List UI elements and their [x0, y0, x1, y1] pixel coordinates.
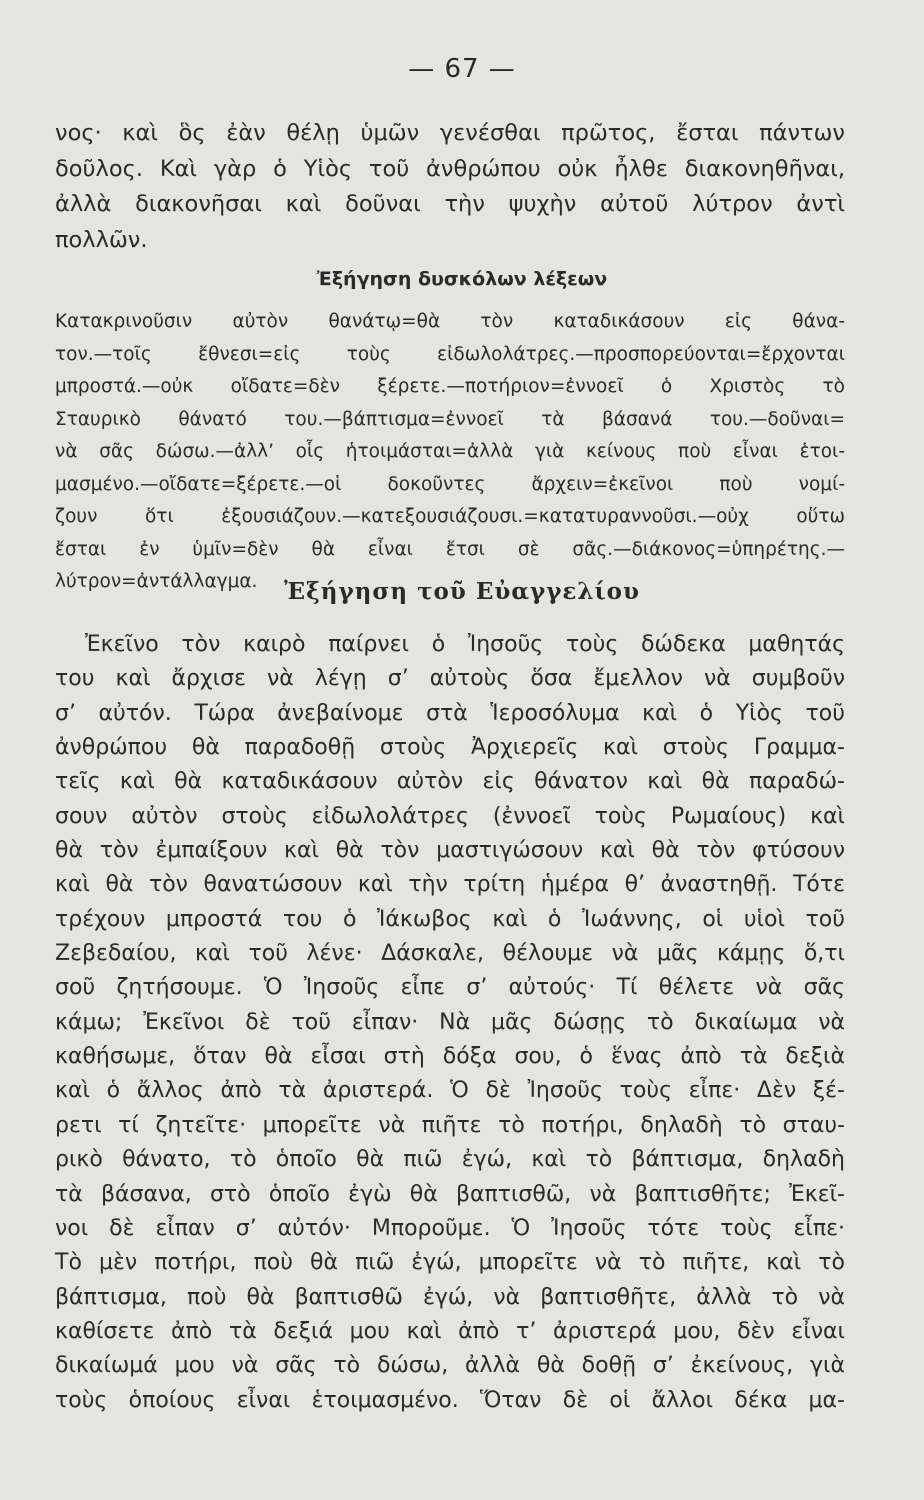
text-line: ἀλλὰ διακονῆσαι καὶ δοῦναι τὴν ψυχὴν αὐτοῦ λύτρον ἀντὶ [55, 191, 845, 217]
text-line: καθήσωμε, ὅταν θὰ εἶσαι στὴ δόξα σου, ὁ ἕνας ἀπὸ τὰ δεξιὰ [55, 1044, 845, 1070]
top-paragraph [55, 116, 845, 258]
text-line: Ἐκεῖνο τὸν καιρὸ παίρνει ὁ Ἰησοῦς τοὺς δώδεκα μαθητάς [85, 632, 845, 657]
text-line: καὶ ὁ ἄλλος ἀπὸ τὰ ἀριστερά. Ὁ δὲ Ἰησοῦς τοὺς εἶπε· Δὲν ξέ- [55, 1078, 845, 1104]
glossary-paragraph [55, 306, 845, 599]
text-line: θὰ τὸν ἐμπαίξουν καὶ θὰ τὸν μαστιγώσουν καὶ θὰ τὸν φτύσουν [55, 838, 845, 864]
text-line: τεῖς καὶ θὰ καταδικάσουν αὐτὸν εἰς θάνατον καὶ θὰ παραδώ- [55, 769, 845, 795]
gloss-line: μασμένο.—οἴδατε=ξέρετε.—οἱ δοκοῦντες ἄρχειν=ἐκεῖνοι ποὺ νομί- [55, 473, 845, 495]
text-line: νος· καὶ ὃς ἐὰν θέλῃ ὑμῶν γενέσθαι πρῶτος, ἔσται πάντων [55, 120, 845, 146]
text-line: του καὶ ἄρχισε νὰ λέγῃ σ’ αὐτοὺς ὅσα ἔμελλον νὰ συμβοῦν [55, 666, 845, 692]
text-line: νοι δὲ εἶπαν σ’ αὐτόν· Μποροῦμε. Ὁ Ἰησοῦς τότε τοὺς εἶπε· [55, 1215, 845, 1241]
text-line: καὶ θὰ τὸν θανατώσουν καὶ τὴν τρίτη ἡμέρα θ’ ἀναστηθῇ. Τότε [55, 872, 845, 898]
gloss-line: τον.—τοῖς ἔθνεσι=εἰς τοὺς εἰδωλολάτρες.—προσπορεύονται=ἔρχονται [55, 343, 845, 365]
text-line: ρετι τί ζητεῖτε· μπορεῖτε νὰ πιῆτε τὸ ποτήρι, δηλαδὴ τὸ σταυ- [55, 1112, 845, 1138]
text-line: καθίσετε ἀπὸ τὰ δεξιά μου καὶ ἀπὸ τ’ ἀριστερά μου, δὲν εἶναι [55, 1318, 845, 1344]
text-line: σοῦ ζητήσουμε. Ὁ Ἰησοῦς εἶπε σ’ αὐτούς· Τί θέλετε νὰ σᾶς [55, 975, 845, 1001]
text-line: τρέχουν μπροστά του ὁ Ἰάκωβος καὶ ὁ Ἰωάννης, οἱ υἱοὶ τοῦ [55, 906, 845, 932]
text-line: δοῦλος. Καὶ γὰρ ὁ Υἱὸς τοῦ ἀνθρώπου οὐκ ἦλθε διακονηθῆναι, [55, 155, 845, 182]
difficult-words-heading: Ἐξήγηση δυσκόλων λέξεων [316, 268, 608, 290]
text-line: τοὺς ὁποίους εἶναι ἑτοιμασμένο. Ὅταν δὲ οἱ ἄλλοι δέκα μα- [55, 1387, 845, 1413]
gloss-line: Σταυρικὸ θάνατό του.—βάπτισμα=ἐννοεῖ τὰ βάσανά του.—δοῦναι= [55, 408, 845, 430]
gloss-line: λύτρον=ἀντάλλαγμα. [55, 571, 258, 592]
text-line: κάμω; Ἐκεῖνοι δὲ τοῦ εἶπαν· Νὰ μᾶς δώσῃς τὸ δικαίωμα νὰ [55, 1009, 845, 1035]
gloss-line: ζουν ὅτι ἐξουσιάζουν.—κατεξουσιάζουσι.=κατατυραννοῦσι.—οὐχ οὕτω [55, 506, 845, 527]
text-line: πολλῶν. [55, 226, 148, 253]
text-line: Ζεβεδαίου, καὶ τοῦ λένε· Δάσκαλε, θέλουμε νὰ μᾶς κάμῃς ὅ,τι [55, 941, 845, 967]
gospel-explanation-heading: Ἐξήγηση τοῦ Εὐαγγελίου [284, 578, 640, 605]
gloss-line: ἔσται ἐν ὑμῖν=δὲν θὰ εἶναι ἔτσι σὲ σᾶς.—διάκονος=ὑπηρέτης.— [55, 538, 845, 560]
main-paragraph [55, 628, 845, 1418]
gloss-line: νὰ σᾶς δώσω.—ἀλλ’ οἷς ἡτοιμάσται=ἀλλὰ γιὰ κείνους ποὺ εἶναι ἑτοι- [55, 441, 845, 462]
gloss-line: μπροστά.—οὐκ οἴδατε=δὲν ξέρετε.—ποτήριον=ἐννοεῖ ὁ Χριστὸς τὸ [55, 376, 845, 397]
text-line: σουν αὐτὸν στοὺς εἰδωλολάτρες (ἐννοεῖ τοὺς Ρωμαίους) καὶ [55, 803, 845, 829]
gloss-line: Κατακρινοῦσιν αὐτὸν θανάτῳ=θὰ τὸν καταδικάσουν εἰς θάνα- [55, 311, 845, 332]
text-line: βάπτισμα, ποὺ θὰ βαπτισθῶ ἐγώ, νὰ βαπτισθῆτε, ἀλλὰ τὸ νὰ [55, 1284, 845, 1310]
text-line: ρικὸ θάνατο, τὸ ὁποῖο θὰ πιῶ ἐγώ, καὶ τὸ βάπτισμα, δηλαδὴ [55, 1147, 845, 1173]
page-number: — 67 — [408, 54, 516, 84]
text-line: δικαίωμά μου νὰ σᾶς τὸ δώσω, ἀλλὰ θὰ δοθῇ σ’ ἐκείνους, γιὰ [55, 1353, 845, 1379]
text-line: Τὸ μὲν ποτήρι, ποὺ θὰ πιῶ ἐγώ, μπορεῖτε νὰ τὸ πιῆτε, καὶ τὸ [55, 1250, 845, 1276]
text-line: τὰ βάσανα, στὸ ὁποῖο ἐγὼ θὰ βαπτισθῶ, νὰ βαπτισθῆτε; Ἐκεῖ- [55, 1181, 845, 1207]
text-line: ἀνθρώπου θὰ παραδοθῇ στοὺς Ἀρχιερεῖς καὶ στοὺς Γραμμα- [55, 735, 845, 761]
text-line: σ’ αὐτόν. Τώρα ἀνεβαίνομε στὰ Ἱεροσόλυμα καὶ ὁ Υἱὸς τοῦ [55, 700, 845, 726]
